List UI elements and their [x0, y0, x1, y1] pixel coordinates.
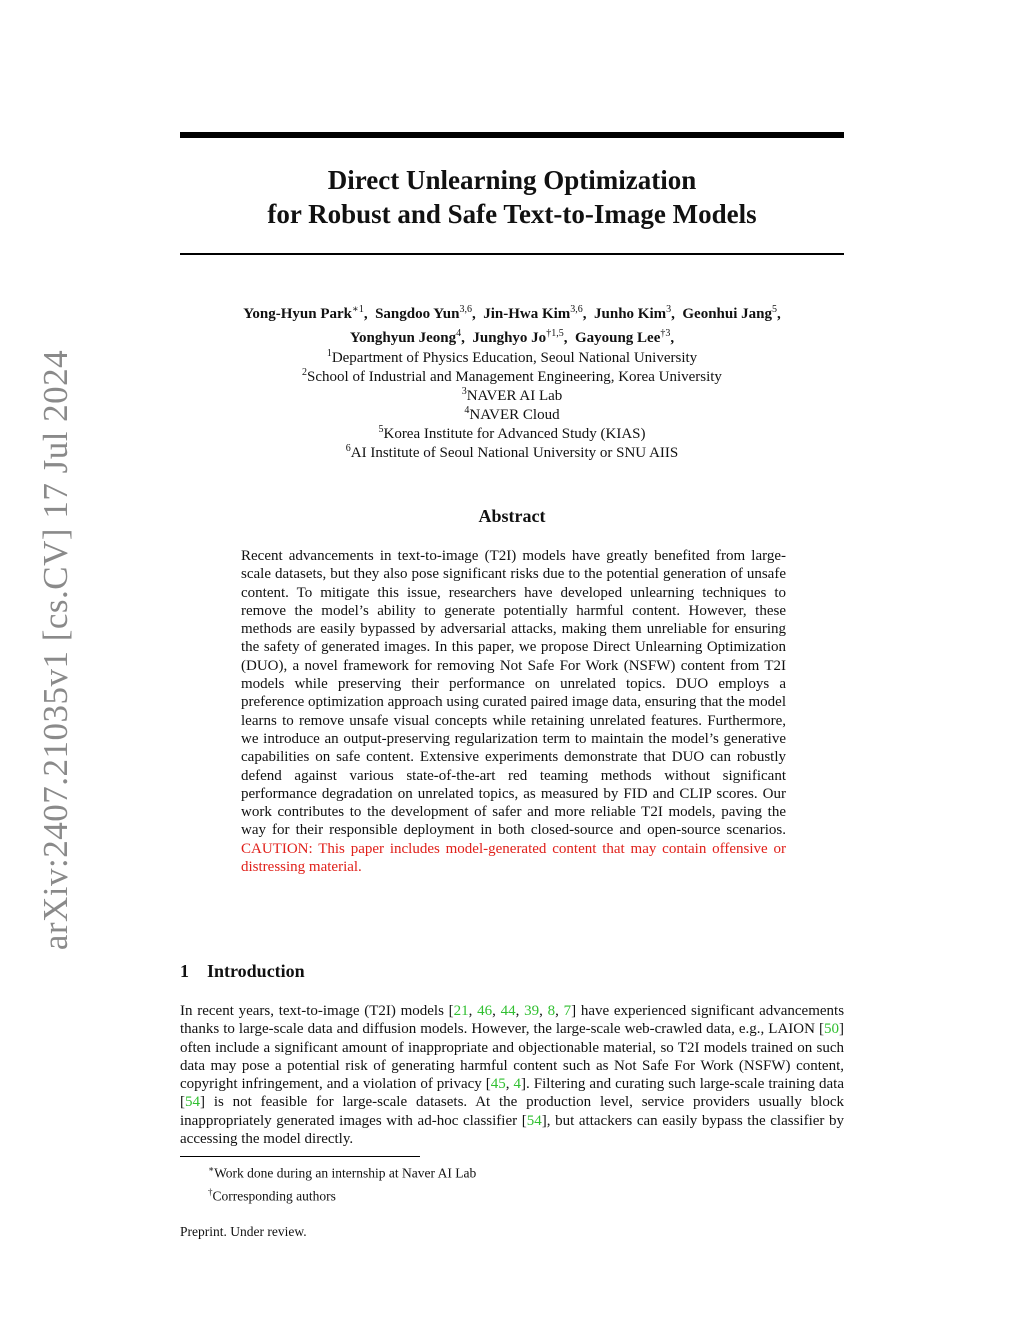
footnotes: [208, 1160, 476, 1205]
footnote-mark: ∗: [208, 1164, 215, 1174]
abstract-body: [241, 547, 786, 876]
citation-link[interactable]: 4: [513, 1076, 522, 1093]
section-number: 1: [180, 961, 189, 981]
affiliation-list: [180, 344, 844, 461]
author-line-2: Yonghyun Jeong$^4$, Junghyo Jo$^{\dagger 1,5}$, Gayoung Lee$^{\dagger 3}$,: [349, 328, 675, 346]
author-affil-mark: ∗1: [352, 304, 364, 315]
affiliation-text: NAVER Cloud: [469, 407, 560, 423]
author-name: Yonghyun Jeong: [349, 330, 457, 346]
section-title: Introduction: [207, 961, 305, 981]
author-name: Junghyo Jo: [472, 330, 547, 346]
citation-link[interactable]: 21: [453, 1003, 469, 1019]
intro-text: ]. Filtering and curating such large-scale training data [: [180, 1076, 845, 1111]
footnote: [208, 1183, 476, 1206]
footnote-text: Corresponding authors: [212, 1188, 336, 1203]
affiliation: [180, 439, 844, 461]
title-line-1: Direct Unlearning Optimization: [327, 165, 697, 195]
citation-link[interactable]: 50: [824, 1021, 839, 1038]
citation-link[interactable]: 7: [563, 1003, 572, 1019]
intro-text: In recent years, text-to-image (T2I) models [: [180, 1003, 454, 1019]
affiliation-text: NAVER AI Lab: [466, 388, 563, 404]
affiliation-text: School of Industrial and Management Engineering, Korea University: [307, 369, 722, 385]
affiliation: [180, 382, 844, 404]
intro-text: ] have experienced significant advancements thanks to large-scale data and diffusion models. However, the large-scale web-crawled data, e.g., LAION [: [180, 1003, 845, 1038]
caution-notice: CAUTION: This paper includes model-generated content that may contain offensive or distressing material.: [241, 840, 786, 876]
affiliation: [180, 344, 844, 366]
affiliation-text: Korea Institute for Advanced Study (KIAS): [383, 426, 646, 442]
arxiv-identifier: arXiv:2407.21035v1 [cs.CV] 17 Jul 2024: [36, 349, 75, 951]
affiliation-number: 5: [378, 424, 384, 435]
introduction-paragraph: In recent years, text-to-image (T2I) models [21, 46, 44, 39, 8, 7] have experienced significant advancements thanks to large-scale data and diffusion models. However, the large-scale web-crawled data, e.g., LAION [50] often include a significant amount of inappropriate and objectionable material, so T2I models trained on such data may pose a potential risk of generating harmful content such as Not Safe For Work (NSFW) content, copyright infringement, and a violation of privacy [45, 4]. Filtering and curating such large-scale training data [54] is not feasible for large-scale datasets. At the production level, service providers usually block inappropriately generated images with ad-hoc classifier [54], but attackers can easily bypass the classifier by accessing the model directly.: [180, 1003, 845, 1148]
title-rule-bottom: [180, 253, 844, 255]
intro-text: ] is not feasible for large-scale datasets. At the production level, service providers usually block inappropriately generated images with ad-hoc classifier [: [180, 1094, 844, 1129]
citation-link[interactable]: 46: [477, 1003, 493, 1019]
author-name: Geonhui Jang: [682, 306, 773, 322]
author-affil-mark: 3: [666, 304, 672, 315]
author-affil-mark: †1,5: [546, 328, 564, 339]
preprint-note: Preprint. Under review.: [180, 1224, 307, 1239]
author-affil-mark: 3,6: [459, 304, 472, 315]
paper-title: [180, 163, 844, 231]
citation-link[interactable]: 44: [500, 1003, 516, 1019]
title-line-2: for Robust and Safe Text-to-Image Models: [267, 199, 757, 229]
author-affil-mark: 3,6: [570, 304, 583, 315]
footnote-rule: [180, 1156, 420, 1157]
author-affil-mark: 5: [772, 304, 778, 315]
affiliation-number: 4: [464, 405, 470, 416]
author-line-1: Yong-Hyun Park$^{∗1}$, Sangdoo Yun$^{3,6}$, Jin-Hwa Kim$^{3,6}$, Junho Kim$^3$, Geonhui Jang$^5$,: [243, 304, 781, 322]
affiliation: [180, 401, 844, 423]
abstract-text: Recent advancements in text-to-image (T2I) models have greatly benefited from large-scale datasets, but they also pose significant risks due to the potential generation of unsafe content. To mitigate this issue, researchers have developed unlearning techniques to remove the model’s ability to generate potentially harmful content. However, these methods are easily bypassed by adversarial attacks, making them unreliable for ensuring the safety of generated images. In this paper, we propose Direct Unlearning Optimization (DUO), a novel framework for removing Not Safe For Work (NSFW) content from T2I models while preserving their performance on unrelated topics. DUO employs a preference optimization approach using curated paired image data, ensuring that the model learns to remove unsafe visual concepts while retaining unrelated features. Furthermore, we introduce an output-preserving regularization term to maintain the model’s generative capabilities on safe content. Extensive experiments demonstrate that DUO can robustly defend against various state-of-the-art red teaming methods without significant performance degradation on unrelated topics, as measured by FID and CLIP scores. Our work contributes to the development of safer and more reliable T2I models, paving the way for their responsible deployment in both closed-source and open-source scenarios.: [241, 548, 786, 839]
affiliation-number: 1: [326, 348, 332, 359]
author-name: Junho Kim: [594, 306, 667, 322]
footnote-text: Work done during an internship at Naver AI Lab: [214, 1165, 477, 1181]
title-rule-top: [180, 132, 844, 138]
affiliation-number: 3: [461, 386, 467, 397]
author-name: Gayoung Lee: [574, 330, 661, 346]
section-heading: [180, 961, 305, 982]
affiliation-number: 2: [302, 367, 308, 378]
footnote-mark: †: [208, 1186, 213, 1197]
affiliation: [180, 420, 844, 442]
citation-link[interactable]: 45: [490, 1076, 506, 1093]
footnote: [208, 1160, 476, 1183]
author-name: Jin-Hwa Kim: [483, 306, 571, 322]
citation-link[interactable]: 39: [524, 1003, 540, 1019]
citation-link[interactable]: 54: [526, 1112, 542, 1129]
affiliation-text: AI Institute of Seoul National University or SNU AIIS: [350, 445, 679, 461]
author-affil-mark: 4: [456, 328, 462, 339]
affiliation-number: 6: [345, 443, 351, 454]
intro-text: ] often include a significant amount of inappropriate and objectionable material, so T2I models trained on such data may pose a potential risk of generating harmful content such as Not Safe For Work (NSFW) content, copyright infringement, and a violation of privacy [: [180, 1021, 844, 1093]
affiliation-text: Department of Physics Education, Seoul National University: [331, 350, 698, 366]
author-name: Sangdoo Yun: [375, 306, 460, 322]
author-affil-mark: †3: [660, 328, 671, 339]
intro-text: ], but attackers can easily bypass the classifier by accessing the model directly.: [180, 1112, 845, 1148]
abstract-heading: Abstract: [478, 506, 546, 526]
author-name: Yong-Hyun Park: [243, 306, 353, 322]
citation-link[interactable]: 8: [547, 1003, 556, 1019]
citation-link[interactable]: 54: [185, 1094, 200, 1111]
author-list: [180, 300, 844, 348]
affiliation: [180, 363, 844, 385]
